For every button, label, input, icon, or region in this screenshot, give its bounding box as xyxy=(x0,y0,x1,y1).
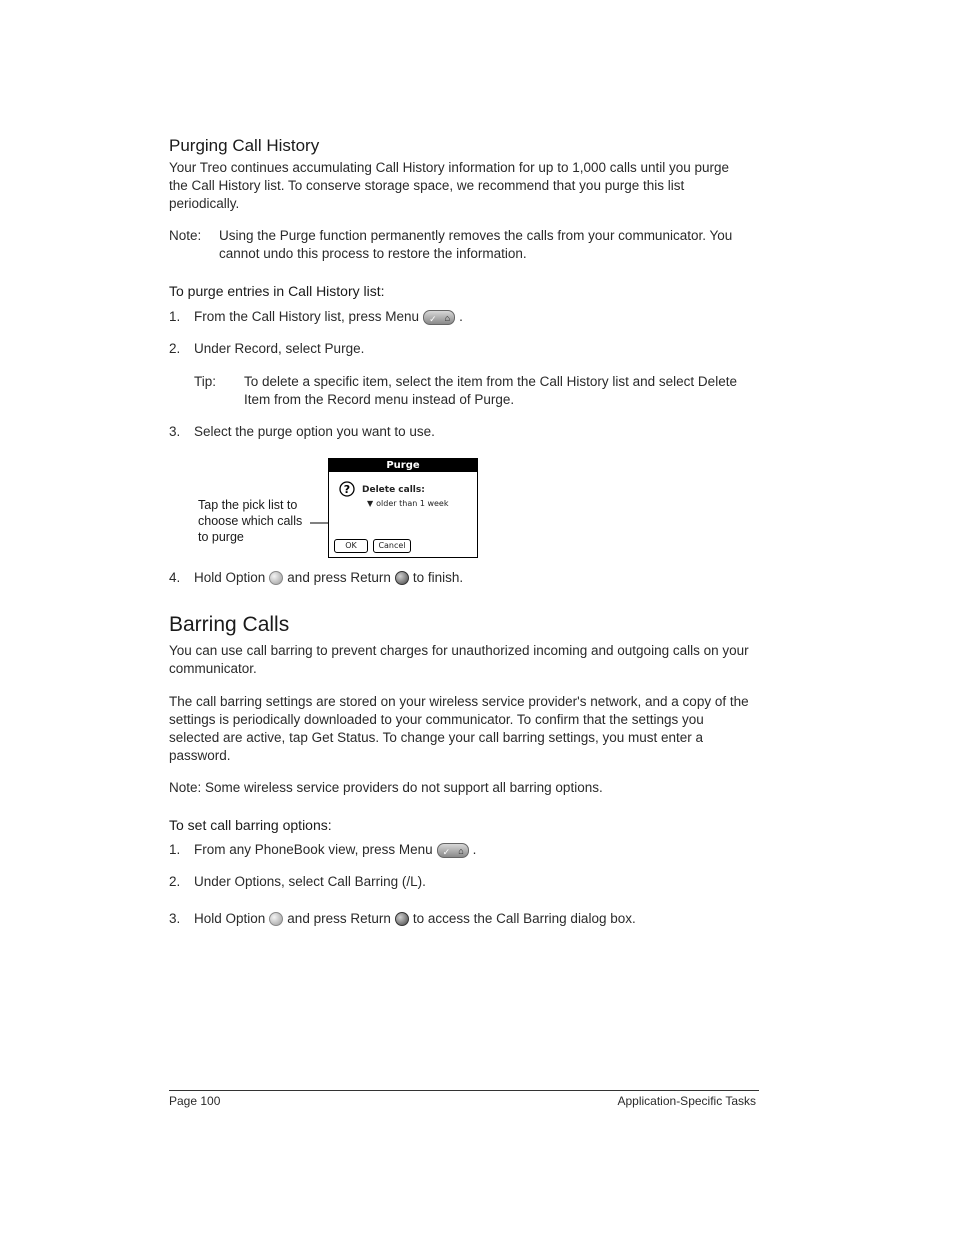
dialog-title: Purge xyxy=(329,459,477,472)
step-3-barring xyxy=(169,910,636,928)
question-icon xyxy=(339,481,355,497)
step-2-barring xyxy=(169,873,426,891)
delete-calls-picklist[interactable] xyxy=(367,499,448,508)
step-text: Hold Option xyxy=(194,570,266,585)
step-number: 4. xyxy=(169,570,181,585)
step-number: 2. xyxy=(169,341,181,356)
callout-line: choose which calls xyxy=(198,514,303,528)
step-text: From the Call History list, press Menu xyxy=(194,309,420,324)
paragraph-line: password. xyxy=(169,748,231,763)
step-2-purge xyxy=(169,340,364,358)
return-key-icon xyxy=(395,912,409,926)
ok-button[interactable]: OK xyxy=(334,539,368,553)
delete-calls-label: Delete calls: xyxy=(362,485,425,495)
step-text: and press Return xyxy=(287,911,391,926)
intro-line: Your Treo continues accumulating Call History information for up to 1,000 calls until you purge xyxy=(169,160,730,175)
step-number: 1. xyxy=(169,842,181,857)
step-number: 2. xyxy=(169,874,181,889)
step-end: . xyxy=(459,309,463,324)
tip-line: Item from the Record menu instead of Purge. xyxy=(244,392,515,407)
section-heading-barring: Barring Calls xyxy=(169,613,290,636)
step-number: 3. xyxy=(169,424,181,439)
chapter-title: Application-Specific Tasks xyxy=(617,1094,756,1108)
menu-key-icon xyxy=(437,843,469,858)
note-line: Using the Purge function permanently removes the calls from your communicator. You xyxy=(219,228,733,243)
note-label: Note: xyxy=(169,228,202,243)
paragraph-line: settings is periodically downloaded to your communicator. To confirm that the settings you xyxy=(169,712,704,727)
step-3-purge xyxy=(169,423,435,441)
footer-rule xyxy=(169,1090,759,1091)
section-heading-purging: Purging Call History xyxy=(169,136,320,155)
return-key-icon xyxy=(395,571,409,585)
picklist-value: older than 1 week xyxy=(376,499,449,508)
step-text: and press Return xyxy=(287,570,391,585)
step-4-purge xyxy=(169,569,463,587)
intro-line: periodically. xyxy=(169,196,240,211)
step-text: Under Options, select Call Barring (/L). xyxy=(194,874,426,889)
step-text: to access the Call Barring dialog box. xyxy=(412,911,636,926)
paragraph-line: The call barring settings are stored on your wireless service provider's network, and a copy of the xyxy=(169,694,749,709)
procedure-heading-barring: To set call barring options: xyxy=(169,817,332,833)
triangle-down-icon: ▼ xyxy=(367,499,374,508)
step-text: Hold Option xyxy=(194,911,266,926)
step-1-purge xyxy=(169,308,463,326)
step-text: From any PhoneBook view, press Menu xyxy=(194,842,433,857)
purge-dialog xyxy=(328,458,478,558)
tip-text xyxy=(244,373,737,409)
page-number: Page 100 xyxy=(169,1094,221,1108)
note-line: cannot undo this process to restore the information. xyxy=(219,246,527,261)
procedure-heading-purge: To purge entries in Call History list: xyxy=(169,283,385,299)
option-key-icon xyxy=(269,571,283,585)
step-end: . xyxy=(472,842,477,857)
svg-text:?: ? xyxy=(343,483,351,496)
step-number: 3. xyxy=(169,911,181,926)
barring-note: Note: Some wireless service providers do not support all barring options. xyxy=(169,780,603,795)
cancel-button[interactable]: Cancel xyxy=(373,539,411,553)
barring-paragraph-2 xyxy=(169,693,749,765)
callout-text xyxy=(198,497,302,545)
step-number: 1. xyxy=(169,309,181,324)
paragraph-line: communicator. xyxy=(169,661,257,676)
callout-line: Tap the pick list to xyxy=(198,498,298,512)
step-1-barring xyxy=(169,841,476,859)
paragraph-line: You can use call barring to prevent charges for unauthorized incoming and outgoing calls on your xyxy=(169,643,749,658)
callout-line: to purge xyxy=(198,530,244,544)
menu-key-icon xyxy=(423,310,455,325)
option-key-icon xyxy=(269,912,283,926)
intro-paragraph xyxy=(169,159,729,213)
step-text: Under Record, select Purge. xyxy=(194,341,365,356)
barring-paragraph-1 xyxy=(169,642,749,678)
tip-line: To delete a specific item, select the item from the Call History list and select Delete xyxy=(244,374,737,389)
step-text: Select the purge option you want to use. xyxy=(194,424,435,439)
paragraph-line: selected are active, tap Get Status. To change your call barring settings, you must enter a xyxy=(169,730,704,745)
intro-line: the Call History list. To conserve storage space, we recommend that you purge this list xyxy=(169,178,685,193)
step-text: to finish. xyxy=(412,570,464,585)
note-text xyxy=(219,227,732,263)
tip-label: Tip: xyxy=(194,374,217,389)
